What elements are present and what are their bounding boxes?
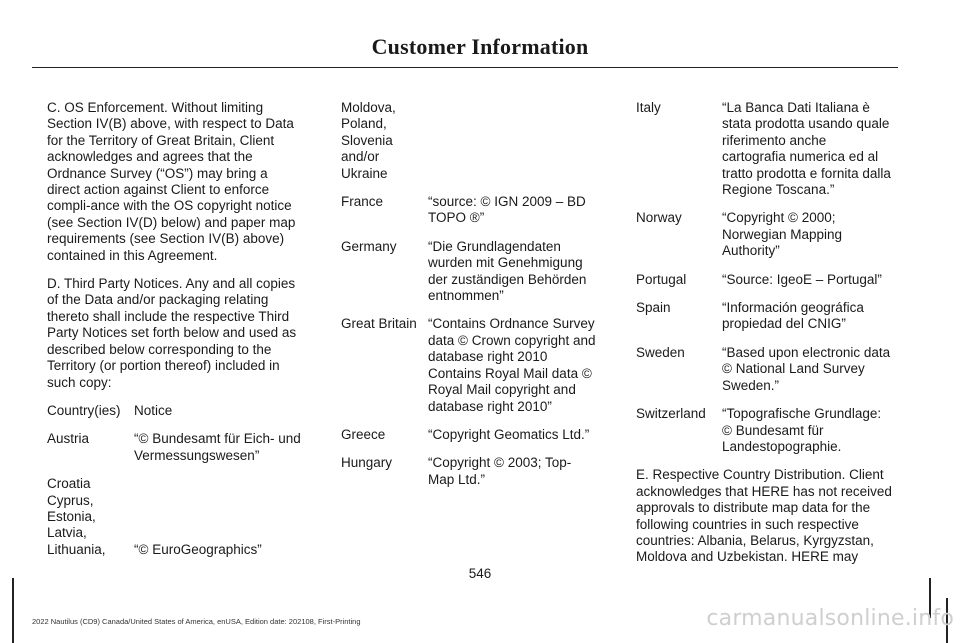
column-header-notice: Notice (134, 402, 173, 418)
country-list (47, 476, 129, 558)
country-name: Norway (636, 210, 682, 226)
table-row-switzerland (636, 406, 892, 455)
country-list-continued (341, 100, 597, 182)
table-row-italy (636, 100, 892, 198)
notice-text: “Copyright © 2000; Norwegian Mapping Authority” (722, 210, 843, 259)
column-right (636, 100, 892, 578)
country-name: Lithuania, (47, 541, 106, 557)
notice-text: “source: © IGN 2009 – BD TOPO ®” (428, 194, 586, 226)
notice-text: “Copyright Geomatics Ltd.” (428, 426, 590, 442)
page-title: Customer Information (371, 34, 589, 59)
table-row-germany (341, 239, 597, 305)
paragraph-os-enforcement: C. OS Enforcement. Without limiting Section IV(B) above, with respect to Data for the Territory of Great Britain, Client acknowledges and agrees that the Ordnance Survey (“OS”) may bring a direct action against Client to enforce compli-ance with the OS copyright notice (see Section IV(D) below) and paper map requirements (see Section IV(B) above) contained in this Agreement. (47, 100, 296, 263)
country-name: Latvia, (47, 525, 87, 541)
country-name: Germany (341, 238, 397, 254)
notice-text: “© EuroGeographics” (134, 541, 262, 557)
crop-mark-left (12, 578, 14, 643)
notice-text: “© Bundesamt für Eich- und Vermessungswesen” (134, 431, 301, 463)
notice-text: “Topografische Grundlage: © Bundesamt für Landestopographie. (722, 406, 882, 454)
table-row-hungary (341, 455, 597, 488)
country-name: Switzerland (636, 406, 706, 422)
country-name: Great Britain (341, 316, 417, 332)
country-name: France (341, 194, 384, 210)
country-name: Greece (341, 426, 386, 442)
country-name: Slovenia (341, 132, 393, 148)
notice-text: “Based upon electronic data © National Land Survey Sweden.” (722, 344, 891, 393)
table-row-norway (636, 210, 892, 259)
table-row-eurogeographics (47, 476, 303, 558)
edition-footer: 2022 Nautilus (CD9) Canada/United States of America, enUSA, Edition date: 202108, First-Printing (32, 617, 361, 626)
country-name: Sweden (636, 344, 685, 360)
country-name: Austria (47, 431, 90, 447)
table-row-france (341, 194, 597, 227)
table-row-greece (341, 427, 597, 443)
notice-text: “La Banca Dati Italiana è stata prodotta usando quale riferimento anche cartografia numerica ed al tratto prodotta e fornita dalla Regione Toscana.” (722, 100, 891, 198)
table-row-spain (636, 300, 892, 333)
paragraph-third-party-notices: D. Third Party Notices. Any and all copies of the Data and/or packaging relating thereto shall include the respective Third Party Notices set forth below and used as described below corresponding to the Territory (or portion thereof) included in such copy: (47, 276, 297, 390)
country-name: Estonia, (47, 508, 96, 524)
country-name: Poland, (341, 116, 387, 132)
table-row-portugal (636, 272, 892, 288)
country-name: Spain (636, 300, 671, 316)
country-name: Portugal (636, 271, 687, 287)
paragraph-country-distribution: E. Respective Country Distribution. Client acknowledges that HERE has not received approvals to distribute map data for the following countries in such respective countries: Albania, Belarus, Kyrgyzstan, Moldova and Uzbekistan. HERE may (636, 467, 892, 565)
page-number: 546 (468, 566, 492, 581)
notice-text: “Die Grundlagendaten wurden mit Genehmigung der zuständigen Behörden entnommen” (428, 238, 587, 304)
table-row-austria (47, 431, 303, 464)
table-header (47, 403, 303, 419)
notice-text: “Copyright © 2003; Top-Map Ltd.” (428, 455, 572, 487)
country-name: and/or (341, 149, 380, 165)
notice-text: “Source: IgeoE – Portugal” (722, 271, 882, 287)
watermark-logo: carmanualsonline.info (706, 606, 954, 631)
country-name: Ukraine (341, 165, 388, 181)
notice-text: “Contains Ordnance Survey data © Crown copyright and database right 2010 Contains Royal Mail data © Royal Mail copyright and database right 2010” (428, 316, 596, 414)
table-row-great-britain (341, 316, 597, 414)
column-left (47, 100, 303, 558)
table-row-sweden (636, 345, 892, 394)
country-list (341, 100, 423, 182)
country-name: Italy (636, 100, 661, 115)
country-name: Croatia (47, 476, 91, 492)
country-name: Cyprus, (47, 492, 94, 508)
country-name: Moldova, (341, 100, 396, 115)
notice-text: “Información geográfica propiedad del CNIG” (722, 300, 864, 332)
column-header-country: Country(ies) (47, 402, 121, 418)
header-rule (32, 67, 898, 68)
country-name: Hungary (341, 455, 393, 471)
column-middle (341, 100, 597, 500)
